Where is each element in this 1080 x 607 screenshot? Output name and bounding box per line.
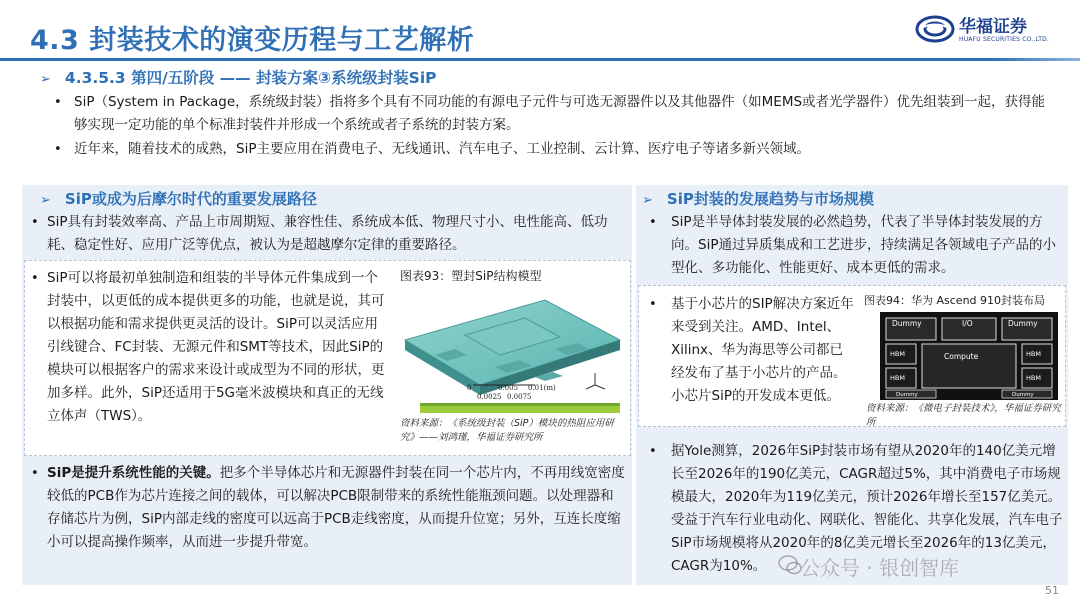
bullet-icon: • [31, 466, 39, 481]
wechat-icon [778, 554, 802, 576]
left-panel-heading [40, 188, 317, 209]
right-panel-heading [642, 188, 874, 209]
watermark: 公众号 · 银创智库 [800, 556, 960, 580]
figure-94-source: 资料来源：《微电子封装技术》，华福证券研究所 [866, 403, 1061, 428]
right-bullet-1: • SiP是半导体封装发展的必然趋势，代表了半导体封装发展的方向。SiP通过异质集成和工艺进步，持续满足各领域电子产品的小型化、多功能化、性能更好、成本更低的需求。 [671, 211, 1063, 280]
ascend-910-layout-figure [880, 312, 1058, 400]
bullet-icon: • [649, 444, 657, 459]
left-bullet-2: • SiP可以将最初单独制造和组装的半导体元件集成到一个封装中，以更低的成本提供更多的功能，也就是说，其可以根据功能和需求提供更灵活的设计。SiP可以灵活应用引线键合、FC封装、无源元件和SMT等技术，因此SiP的模块可以根据客户的需求来设计或成型为不同的形状，更加多样。此外，SiP还适用于5G毫米波模块和真正的无线立体声（TWS）。 [47, 267, 387, 428]
right-panel-title: SiP封装的发展趋势与市场规模 [666, 190, 874, 208]
page-number: 51 [1045, 584, 1059, 597]
fig94-hbm-3: HBM [1026, 350, 1041, 358]
header-divider [0, 58, 1080, 61]
left-bullet-1: • SiP具有封装效率高、产品上市周期短、兼容性佳、系统成本低、物理尺寸小、电性能高、低功耗、稳定性好、应用广泛等优点，被认为是超越摩尔定律的重要路径。 [47, 211, 625, 257]
bullet-icon: • [649, 215, 657, 230]
fig94-hbm-4: HBM [1026, 374, 1041, 382]
scale-label-3: 0.0025 [477, 393, 502, 401]
sip-structure-model-figure [395, 285, 625, 415]
axis-triad-icon [586, 373, 605, 389]
main-section-title: 4.3.5.3 第四/五阶段 —— 封装方案③系统级封装SiP [64, 69, 437, 87]
arrow-icon: ➢ [40, 72, 51, 87]
logo-emblem-icon [915, 14, 955, 44]
figure-94-title: 图表94：华为 Ascend 910封装布局 [864, 294, 1046, 307]
main-bullet-1: • SiP（System in Package，系统级封装）指将多个具有不同功能的有源电子元件与可选无源器件以及其他器件（如MEMS或者光学器件）优先组装到一起，获得能够实现一定功能的单个标准封装件并形成一个系统或者子系统的封装方案。 [74, 91, 1050, 137]
scale-label-1: 0.005 [498, 384, 519, 392]
bullet-icon: • [54, 142, 62, 157]
fig94-dummy-tl: Dummy [892, 319, 922, 328]
right-bullet-2: • 基于小芯片的SIP解决方案近年来受到关注。AMD、Intel、Xilinx、华为海思等公司都已经发布了基于小芯片的产品。小芯片SiP的开发成本更低。 [671, 293, 856, 408]
main-bullet-2: • 近年来，随着技术的成熟，SiP主要应用在消费电子、无线通讯、汽车电子、工业控制、云计算、医疗电子等诸多新兴领域。 [74, 138, 1050, 161]
left-bullet-3-bold: SiP是提升系统性能的关键。 [47, 465, 220, 481]
bullet-icon: • [54, 95, 62, 110]
main-section-heading [40, 66, 437, 88]
fig94-dummy-tr: Dummy [1008, 319, 1038, 328]
left-panel-title: SiP或成为后摩尔时代的重要发展路径 [64, 190, 317, 208]
bullet-icon: • [31, 271, 39, 286]
fig94-hbm-2: HBM [890, 374, 905, 382]
page-title: 4.3 封装技术的演变历程与工艺解析 [30, 25, 475, 56]
right-bullet-3: • 据Yole测算，2026年SiP封装市场有望从2020年的140亿美元增长至2026年的190亿美元，CAGR超过5%，其中消费电子市场规模最大，2020年为119亿美元，预计2026年增长至157亿美元。受益于汽车行业电动化、网联化、智能化、共享化发展，汽车电子SiP市场规模将从2020年的8亿美元增长至2026年的13亿美元，CAGR为10%。 [671, 440, 1063, 578]
scale-label-2: 0.01(m) [528, 384, 556, 392]
fig94-dummy-br: Dummy [1012, 392, 1034, 398]
left-bullet-3 [31, 462, 625, 554]
arrow-icon: ➢ [642, 193, 653, 208]
fig94-compute: Compute [944, 352, 979, 361]
fig94-hbm-1: HBM [890, 350, 905, 358]
figure-93-title: 图表93：塑封SiP结构模型 [400, 269, 542, 283]
scale-label-0: 0 [467, 384, 472, 392]
logo-name: 华福证券 [959, 17, 1027, 37]
scale-label-4: 0.0075 [507, 393, 532, 401]
company-logo [915, 12, 1055, 52]
arrow-icon: ➢ [40, 193, 51, 208]
fig94-dummy-bl: Dummy [896, 392, 918, 398]
figure-93-source: 资料来源：《系统级封装（SiP）模块的热阻应用研究》——刘鸿瑾，华福证券研究所 [400, 418, 614, 443]
logo-subtitle: HUAFU SECURITIES CO.,LTD. [959, 36, 1050, 43]
sip-cross-section [420, 403, 620, 413]
bullet-icon: • [31, 215, 39, 230]
left-bullet-3-text: 把多个半导体芯片和无源器件封装在同一个芯片内，不再用线宽密度较低的PCB作为芯片连接之间的载体，可以解决PCB限制带来的系统性能瓶颈问题。以处理器和存储芯片为例，SiP内部走线的密度可以远高于PCB走线密度，从而提升位宽；另外，互连长度缩小可以提高操作频率，从而进一步提升带宽。 [47, 465, 625, 550]
fig94-io: I/O [962, 319, 973, 328]
bullet-icon: • [649, 297, 657, 312]
